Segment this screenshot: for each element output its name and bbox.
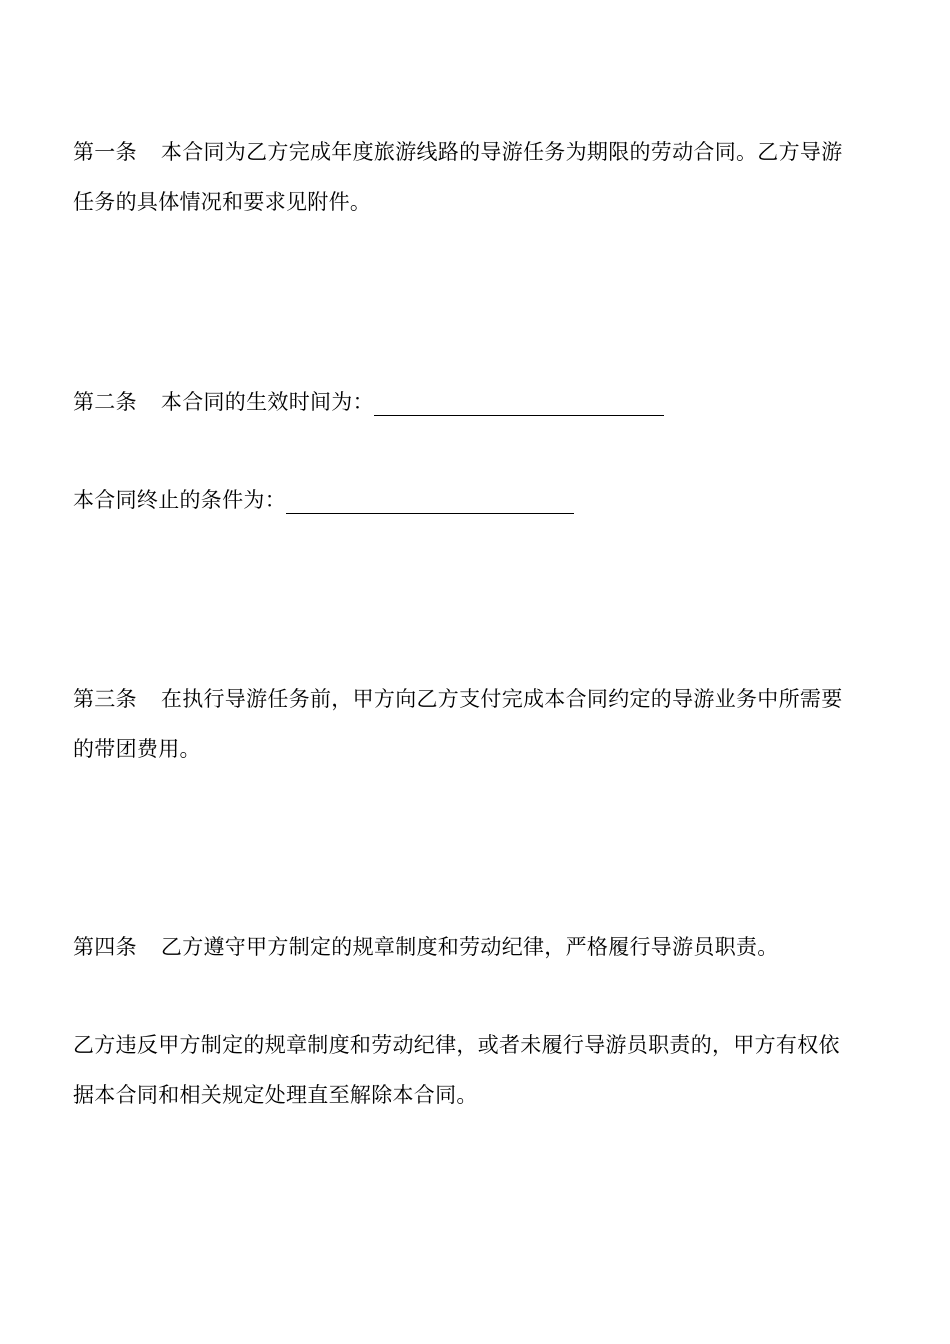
article-2-line — [73, 388, 883, 416]
effective-date-blank[interactable] — [374, 393, 664, 416]
article-3-text: 在执行导游任务前，甲方向乙方支付完成本合同约定的导游业务中所需要 — [160, 687, 843, 711]
article-3-label: 第三条 — [73, 687, 137, 711]
article-3-line-1 — [73, 685, 883, 713]
termination-line — [73, 486, 883, 514]
article-4-text: 乙方遵守甲方制定的规章制度和劳动纪律，严格履行导游员职责。 — [160, 935, 779, 959]
article-4-para-line-1: 乙方违反甲方制定的规章制度和劳动纪律，或者未履行导游员职责的，甲方有权依 — [73, 1033, 840, 1057]
article-4-line — [73, 933, 883, 961]
article-2-text: 本合同的生效时间为： — [160, 390, 374, 414]
termination-condition-blank[interactable] — [286, 491, 574, 514]
article-4-label: 第四条 — [73, 935, 137, 959]
article-2-label: 第二条 — [73, 390, 137, 414]
article-4-para-line-2: 据本合同和相关规定处理直至解除本合同。 — [73, 1083, 478, 1107]
article-3-line-2: 的带团费用。 — [73, 737, 201, 761]
article-1-label: 第一条 — [73, 140, 137, 164]
article-1-line-1 — [73, 138, 883, 166]
article-1-text: 本合同为乙方完成年度旅游线路的导游任务为期限的劳动合同。乙方导游 — [160, 140, 843, 164]
termination-text: 本合同终止的条件为： — [73, 488, 286, 512]
article-1-line-2: 任务的具体情况和要求见附件。 — [73, 190, 372, 214]
